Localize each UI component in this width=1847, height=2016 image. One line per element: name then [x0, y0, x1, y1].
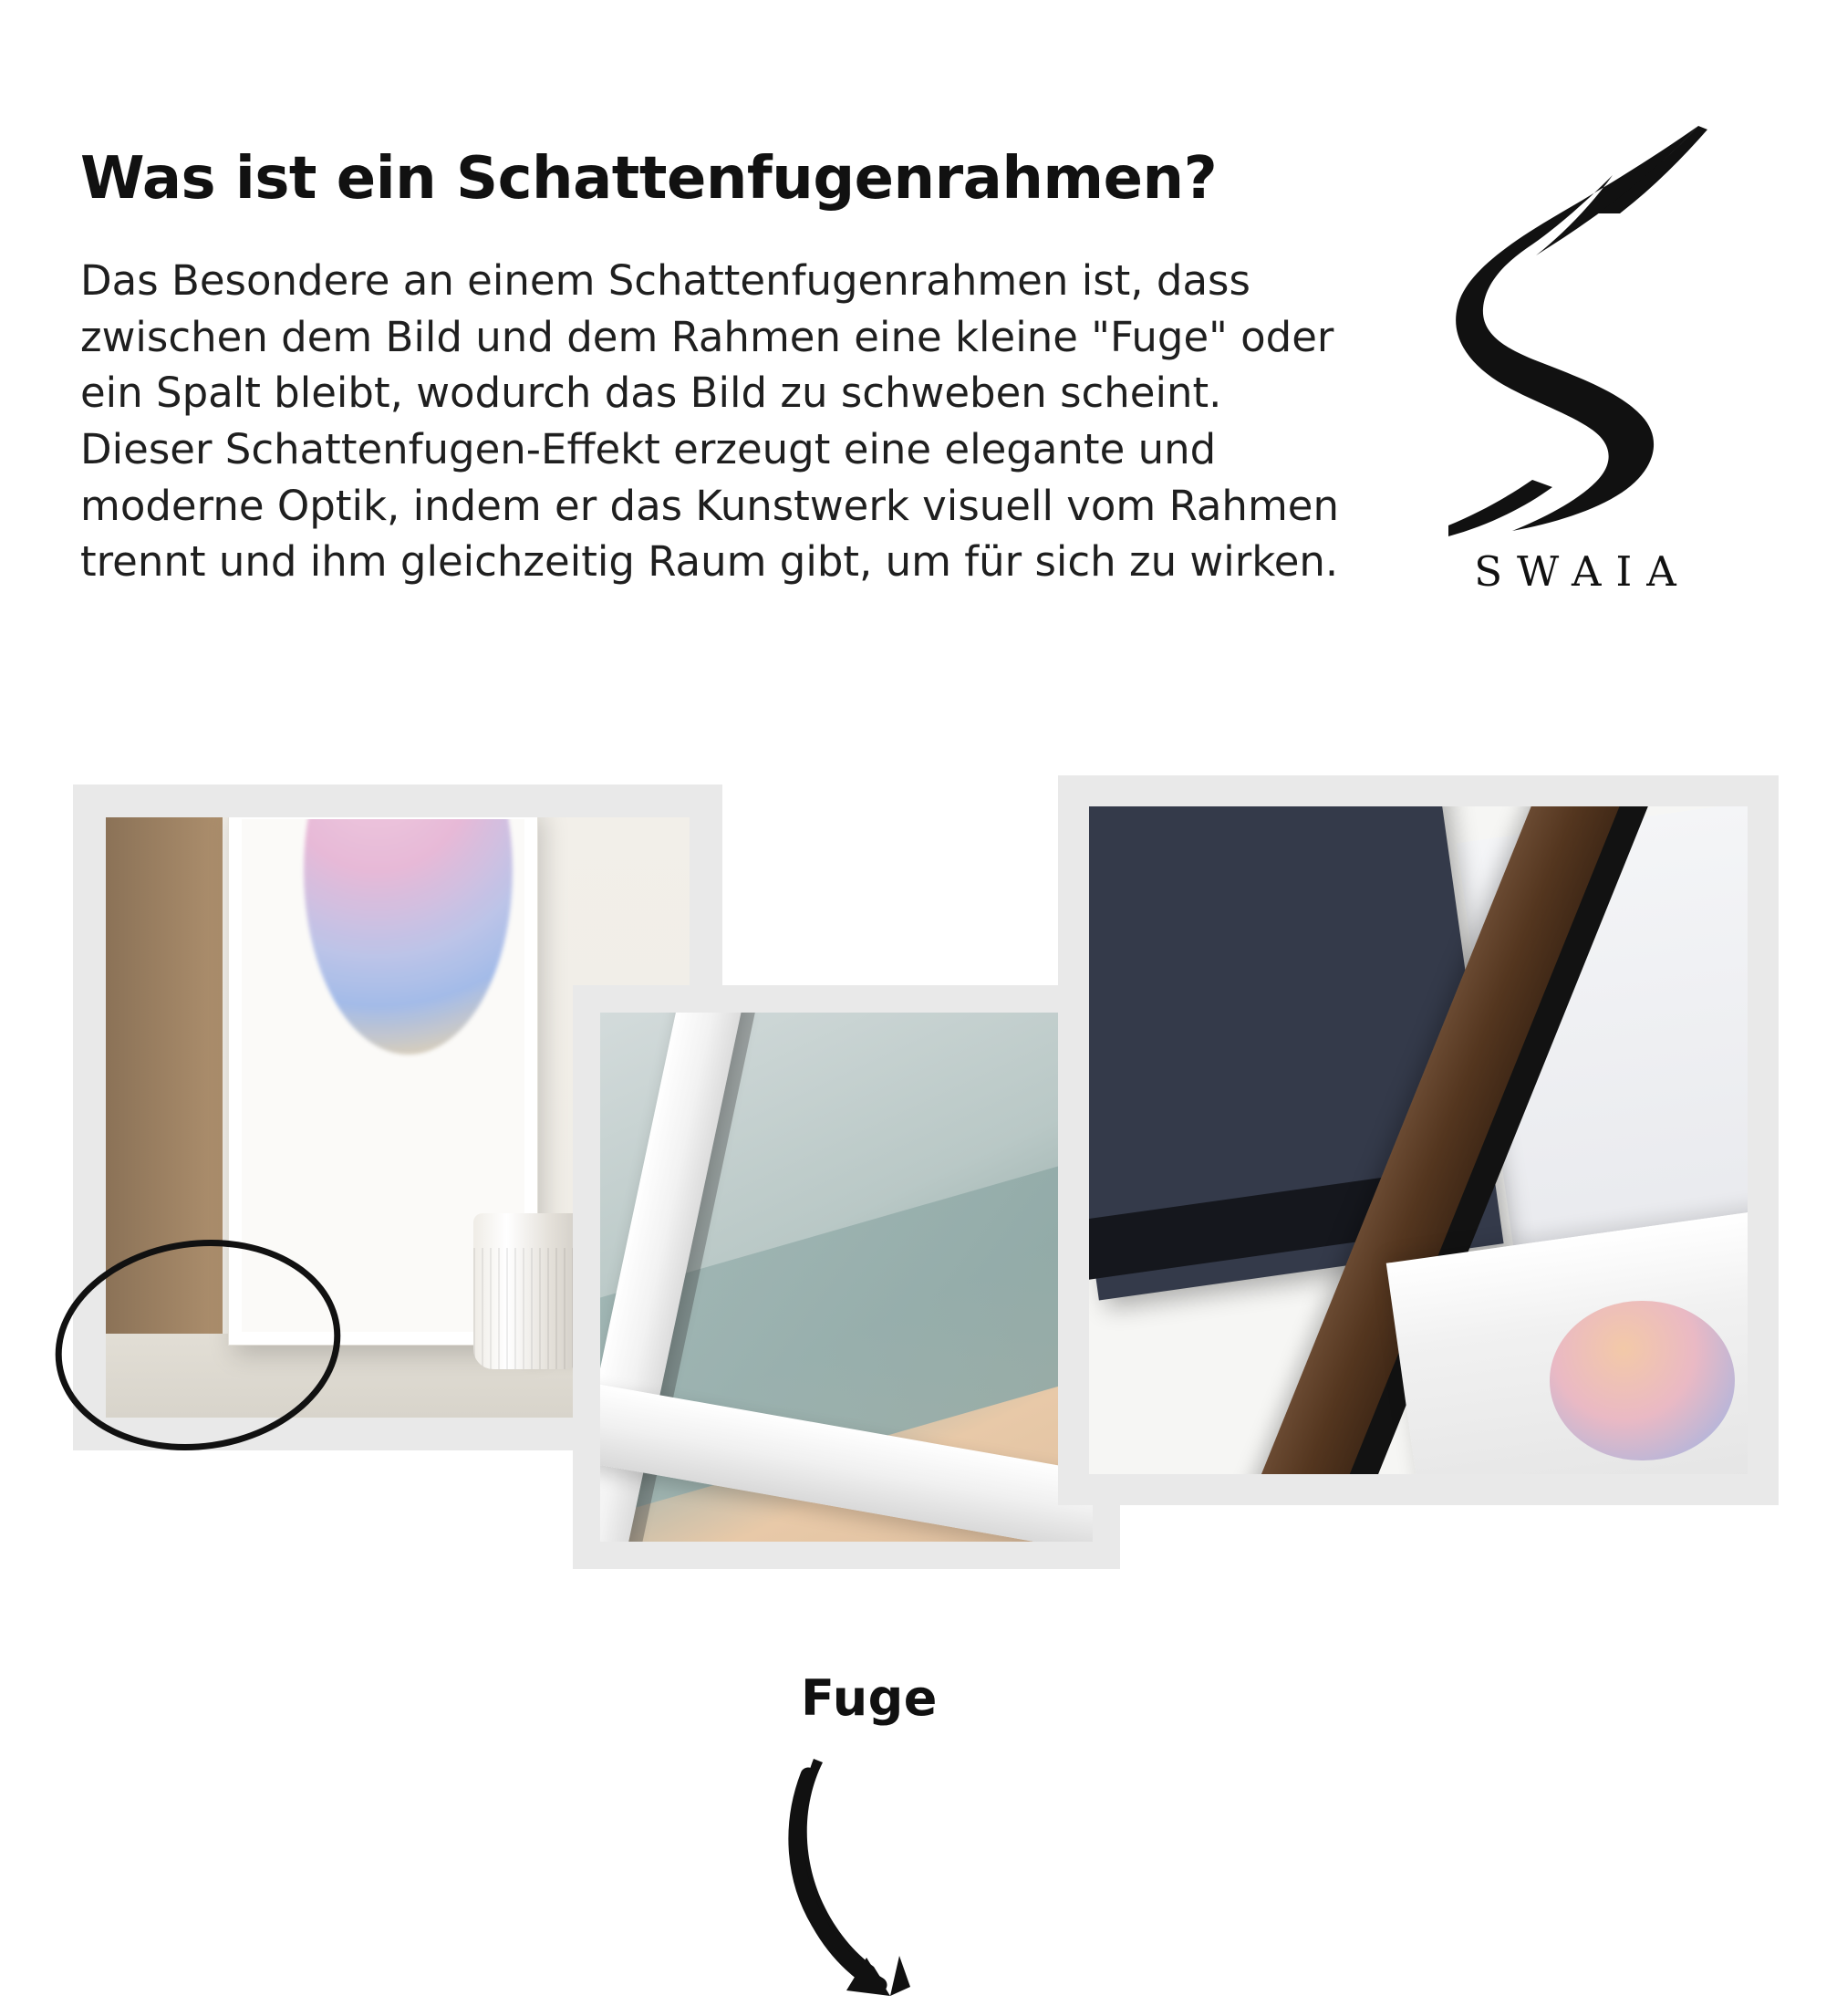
brand-logo — [1411, 119, 1739, 629]
photo-image — [600, 1013, 1093, 1542]
gradient-blob-detail — [1550, 1301, 1734, 1461]
header-section — [0, 0, 1847, 639]
brand-wordmark: SWAIA — [1474, 547, 1691, 596]
pastel-gradient-blob — [304, 819, 513, 1055]
page-title: Was ist ein Schattenfugenrahmen? — [80, 144, 1218, 213]
description-paragraph: Das Besondere an einem Schattenfugenrahmen ist, dass zwischen dem Bild und dem Rahmen eine kleine "Fuge" oder ein Spalt bleibt, wodurch das Bild zu schweben scheint. Dieser Schattenfugen-Effekt erzeugt eine elegante und moderne Optik, indem er das Kunstwerk visuell vom Rahmen trennt und ihm gleichzeitig Raum gibt, um für sich zu wirken. — [80, 256, 1339, 587]
photo-dark-and-wood-frame-corners — [1058, 775, 1779, 1505]
photo-white-floater-frame-corner — [573, 985, 1120, 1569]
ribbed-vase — [473, 1213, 585, 1369]
photo-collage — [0, 748, 1847, 1847]
curved-down-arrow-icon — [730, 1742, 958, 2016]
swaia-s-mark-icon — [1425, 119, 1726, 538]
photo-image — [1089, 806, 1748, 1474]
fuge-label: Fuge — [801, 1669, 938, 1727]
